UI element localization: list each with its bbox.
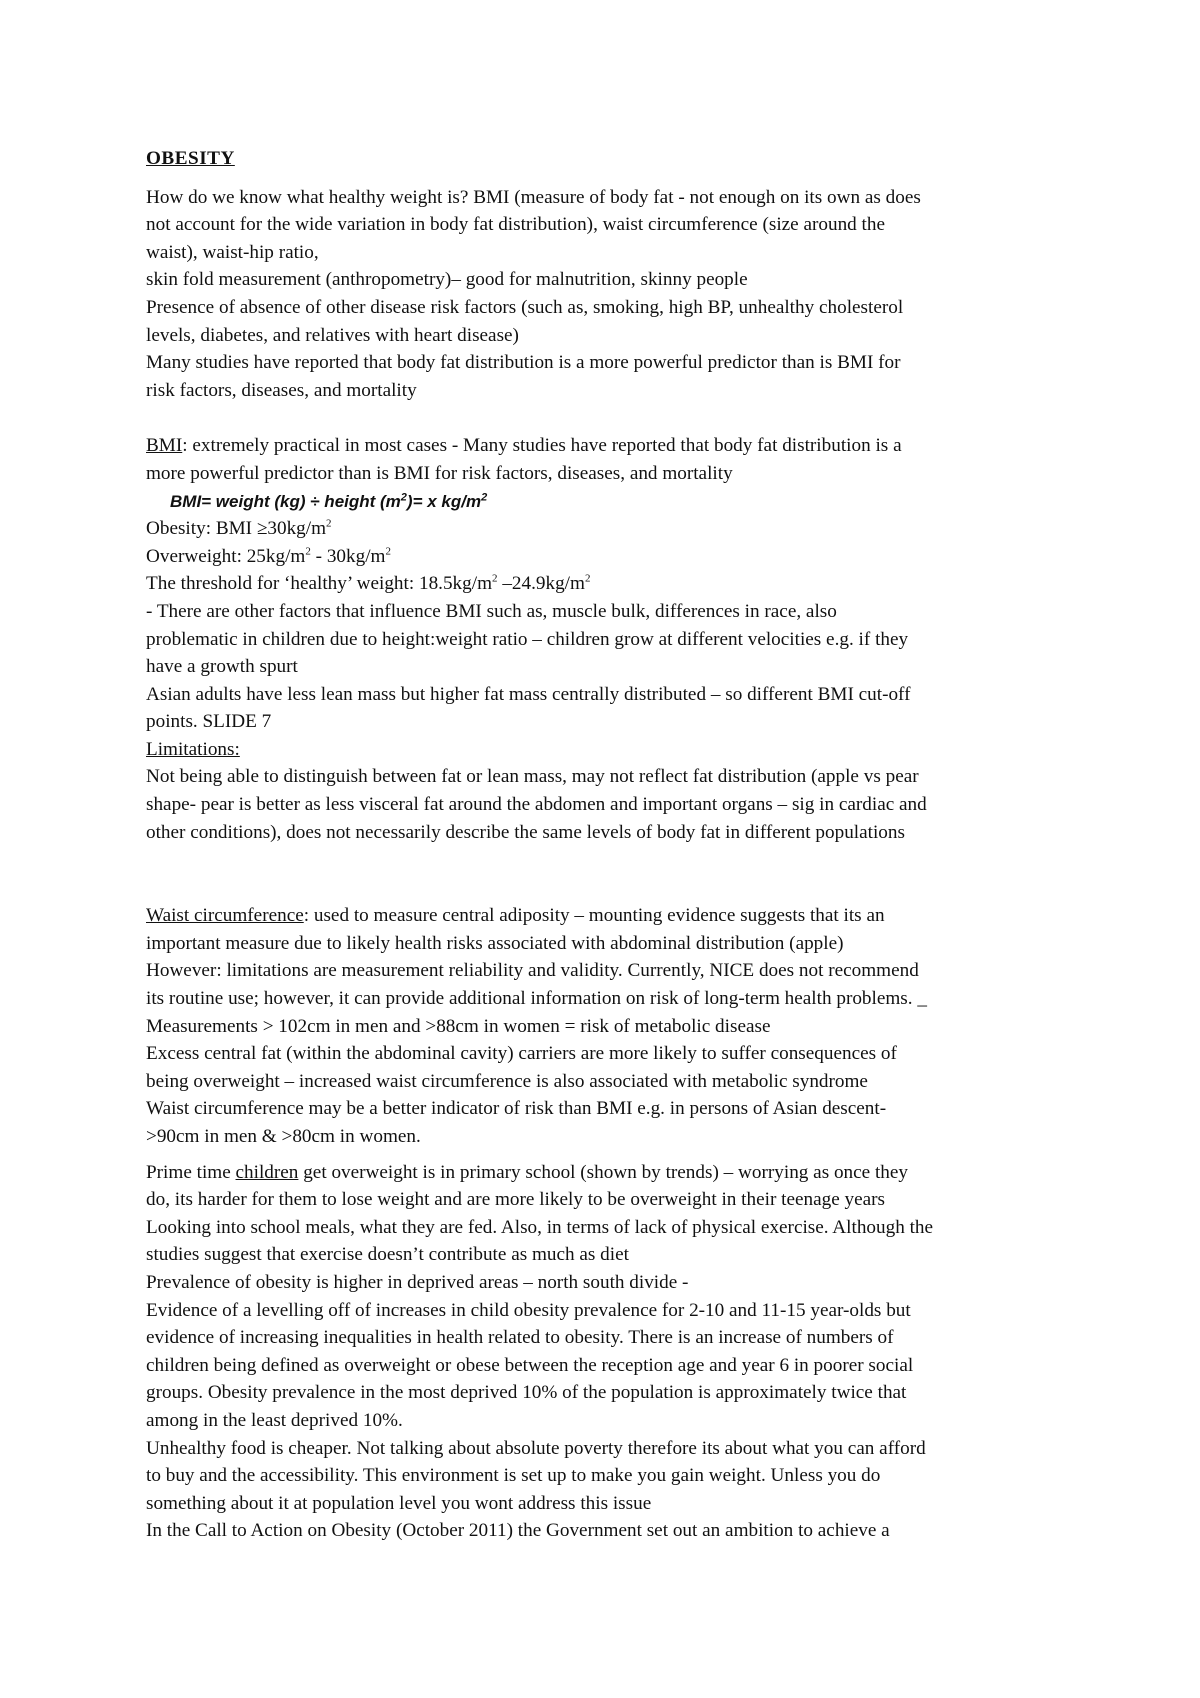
text-line: Not being able to distinguish between fat or lean mass, may not reflect fat distribution (apple vs pear	[146, 766, 919, 788]
overweight-text: - 30kg/m	[310, 545, 386, 567]
superscript: 2	[584, 572, 591, 585]
text-line: waist), waist-hip ratio,	[146, 241, 319, 263]
superscript: 2	[385, 545, 391, 558]
bmi-heading: BMI	[146, 435, 183, 457]
text-line: Looking into school meals, what they are fed. Also, in terms of lack of physical exercise. Although the	[146, 1216, 934, 1238]
formula-superscript: 2	[400, 490, 407, 503]
superscript: 2	[492, 572, 498, 585]
formula-superscript: 2	[481, 490, 488, 503]
text-line: Prevalence of obesity is higher in deprived areas – north south divide -	[146, 1271, 689, 1293]
superscript: 2	[305, 545, 311, 558]
bmi-paragraph	[146, 432, 1076, 846]
text-line: points. SLIDE 7	[146, 711, 272, 733]
text-line: Unhealthy food is cheaper. Not talking about absolute poverty therefore its about what you can afford	[146, 1437, 926, 1459]
document-body	[146, 145, 1076, 1545]
limitations-list	[146, 763, 1076, 846]
limitations-heading: Limitations:	[146, 738, 240, 760]
overweight-range	[146, 543, 1076, 571]
healthy-threshold	[146, 570, 1076, 598]
waist-intro-text: : used to measure central adiposity – mounting evidence suggests that its an	[303, 905, 885, 927]
text-line: something about it at population level you wont address this issue	[146, 1492, 652, 1514]
text-line: However: limitations are measurement reliability and validity. Currently, NICE does not recommend	[146, 960, 919, 982]
threshold-text: The threshold for ‘healthy’ weight: 18.5kg/m	[146, 573, 493, 595]
text-line: Asian adults have less lean mass but higher fat mass centrally distributed – so different BMI cut-off	[146, 683, 911, 705]
waist-intro-line	[146, 902, 1076, 930]
text-line: shape- pear is better as less visceral fat around the abdomen and important organs – sig in cardiac and	[146, 794, 927, 816]
text-line: its routine use; however, it can provide additional information on risk of long-term health problems. _	[146, 988, 927, 1010]
formula-part: BMI= weight (kg) ÷ height (m	[170, 491, 401, 511]
spacer	[146, 1151, 1076, 1159]
obesity-text: Obesity: BMI ≥30kg/m	[146, 518, 327, 540]
obesity-threshold	[146, 515, 1076, 543]
threshold-text: –24.9kg/m	[497, 573, 585, 595]
text-line: among in the least deprived 10%.	[146, 1409, 403, 1431]
bmi-notes	[146, 598, 1076, 736]
children-heading: children	[235, 1161, 299, 1183]
text-line: Presence of absence of other disease risk factors (such as, smoking, high BP, unhealthy cholesterol	[146, 296, 904, 318]
text-line: In the Call to Action on Obesity (October 2011) the Government set out an ambition to achieve a	[146, 1520, 890, 1542]
waist-lines	[146, 930, 1076, 1151]
bmi-intro-line	[146, 432, 1076, 460]
children-paragraph	[146, 1159, 1076, 1545]
text-line: Excess central fat (within the abdominal cavity) carriers are more likely to suffer consequences of	[146, 1043, 897, 1065]
page-title: OBESITY	[146, 148, 235, 169]
text-line: How do we know what healthy weight is? BMI (measure of body fat - not enough on its own as does	[146, 186, 921, 208]
text-line: to buy and the accessibility. This environment is set up to make you gain weight. Unless you do	[146, 1465, 881, 1487]
text-line: skin fold measurement (anthropometry)– good for malnutrition, skinny people	[146, 269, 748, 291]
waist-paragraph	[146, 902, 1076, 1150]
text-line: have a growth spurt	[146, 656, 298, 678]
text-line: important measure due to likely health risks associated with abdominal distribution (apple)	[146, 932, 844, 954]
spacer	[146, 404, 1076, 432]
waist-heading: Waist circumference	[146, 905, 304, 927]
intro-paragraph	[146, 184, 1076, 405]
text-line: - There are other factors that influence BMI such as, muscle bulk, differences in race, also	[146, 600, 837, 622]
text-line: Measurements > 102cm in men and >88cm in women = risk of metabolic disease	[146, 1015, 771, 1037]
children-intro-line	[146, 1159, 1076, 1187]
text-line: risk factors, diseases, and mortality	[146, 379, 417, 401]
bmi-formula	[146, 488, 1076, 516]
bmi-intro-text: : extremely practical in most cases - Many studies have reported that body fat distribution is a	[182, 435, 902, 457]
children-lines	[146, 1186, 1076, 1545]
text-line: do, its harder for them to lose weight and are more likely to be overweight in their teenage years	[146, 1189, 885, 1211]
text-line: groups. Obesity prevalence in the most deprived 10% of the population is approximately twice that	[146, 1382, 907, 1404]
bmi-intro-line-2: more powerful predictor than is BMI for risk factors, diseases, and mortality	[146, 462, 733, 484]
children-prefix: Prime time	[146, 1161, 236, 1183]
spacer	[146, 846, 1076, 902]
text-line: studies suggest that exercise doesn’t contribute as much as diet	[146, 1244, 629, 1266]
text-line: >90cm in men & >80cm in women.	[146, 1126, 421, 1147]
text-line: Waist circumference may be a better indicator of risk than BMI e.g. in persons of Asian descent-	[146, 1098, 887, 1120]
text-line: being overweight – increased waist circumference is also associated with metabolic syndrome	[146, 1070, 868, 1092]
text-line: other conditions), does not necessarily describe the same levels of body fat in different populations	[146, 821, 905, 843]
text-line: Many studies have reported that body fat distribution is a more powerful predictor than is BMI for	[146, 352, 901, 374]
text-line: Evidence of a levelling off of increases in child obesity prevalence for 2-10 and 11-15 year-olds but	[146, 1299, 911, 1321]
formula-part: )= x kg/m	[406, 491, 482, 511]
text-line: problematic in children due to height:weight ratio – children grow at different velocities e.g. if they	[146, 628, 909, 650]
children-intro-text: get overweight is in primary school (shown by trends) – worrying as once they	[298, 1161, 909, 1183]
overweight-text: Overweight: 25kg/m	[146, 545, 306, 567]
text-line: levels, diabetes, and relatives with heart disease)	[146, 324, 519, 346]
text-line: evidence of increasing inequalities in health related to obesity. There is an increase of numbers of	[146, 1327, 894, 1349]
text-line: not account for the wide variation in body fat distribution), waist circumference (size around the	[146, 214, 885, 236]
superscript: 2	[326, 517, 332, 530]
text-line: children being defined as overweight or obese between the reception age and year 6 in poorer social	[146, 1354, 914, 1376]
